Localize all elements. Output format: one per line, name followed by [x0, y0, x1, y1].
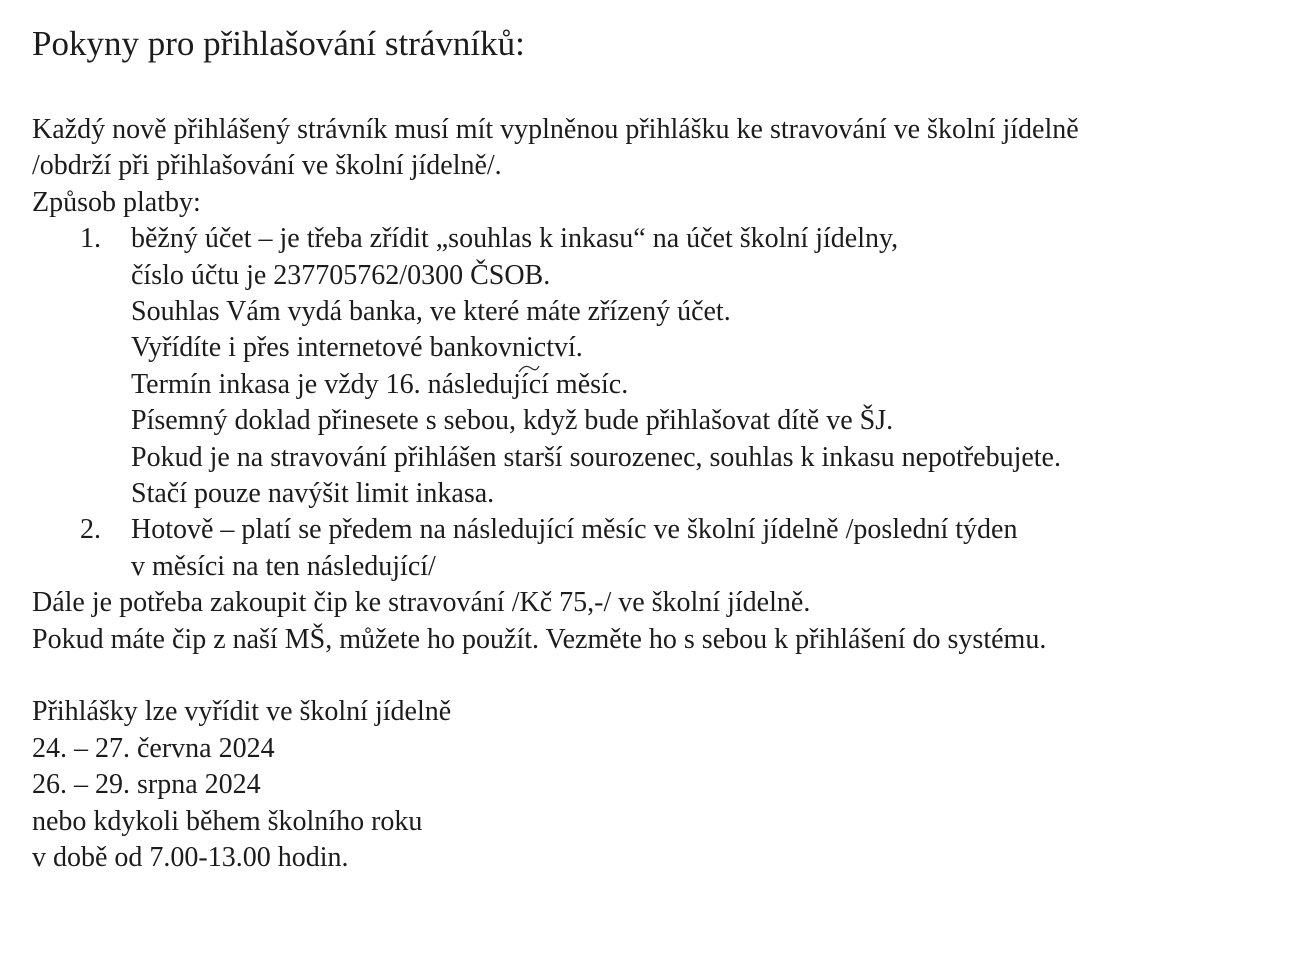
document-body	[32, 112, 1282, 877]
payment-heading: Způsob platby:	[32, 186, 201, 218]
account-line-3: Souhlas Vám vydá banka, ve které máte zřízený účet.	[131, 296, 731, 328]
cash-line-1: Hotově – platí se předem na následující měsíc ve školní jídelně /poslední týden	[131, 514, 1018, 546]
account-line-6: Písemný doklad přinesete s sebou, když bude přihlašovat dítě ve ŠJ.	[131, 405, 894, 437]
account-line-4: Vyřídíte i přes internetové bankovnictví.	[131, 332, 583, 364]
document-title: Pokyny pro přihlašování strávníků:	[32, 24, 525, 63]
registration-line-1: Přihlášky lze vyřídit ve školní jídelně	[32, 696, 452, 728]
account-line-2: číslo účtu je 237705762/0300 ČSOB.	[131, 259, 551, 291]
account-line-5: Termín inkasa je vždy 16. následující měsíc.	[131, 368, 629, 400]
chip-line-1: Dále je potřeba zakoupit čip ke stravování /Kč 75,-/ ve školní jídelně.	[32, 587, 811, 619]
registration-line-5: v době od 7.00-13.00 hodin.	[32, 842, 349, 874]
account-line-1: běžný účet – je třeba zřídit „souhlas k inkasu“ na účet školní jídelny,	[131, 223, 899, 255]
account-line-7: Pokud je na stravování přihlášen starší sourozenec, souhlas k inkasu nepotřebujete.	[131, 441, 1061, 473]
intro-line-2: /obdrží při přihlašování ve školní jídelně/.	[32, 150, 502, 182]
intro-line-1: Každý nově přihlášený strávník musí mít vyplněnou přihlášku ke stravování ve školní jídelně	[32, 114, 1079, 145]
account-line-8: Stačí pouze navýšit limit inkasa.	[131, 478, 495, 510]
payment-method-cash	[32, 512, 1282, 585]
payment-methods-list	[32, 221, 1282, 585]
chip-line-2: Pokud máte čip z naší MŠ, můžete ho použít. Vezměte ho s sebou k přihlášení do systému.	[32, 623, 1047, 655]
registration-line-3: 26. – 29. srpna 2024	[32, 769, 261, 801]
list-number: 1.	[80, 223, 101, 255]
cash-line-2: v měsíci na ten následující/	[131, 550, 436, 582]
registration-line-4: nebo kdykoli během školního roku	[32, 805, 423, 837]
paragraph-gap	[32, 658, 1282, 694]
payment-method-account	[32, 221, 1282, 512]
list-number: 2.	[80, 514, 101, 546]
registration-line-2: 24. – 27. června 2024	[32, 732, 275, 764]
